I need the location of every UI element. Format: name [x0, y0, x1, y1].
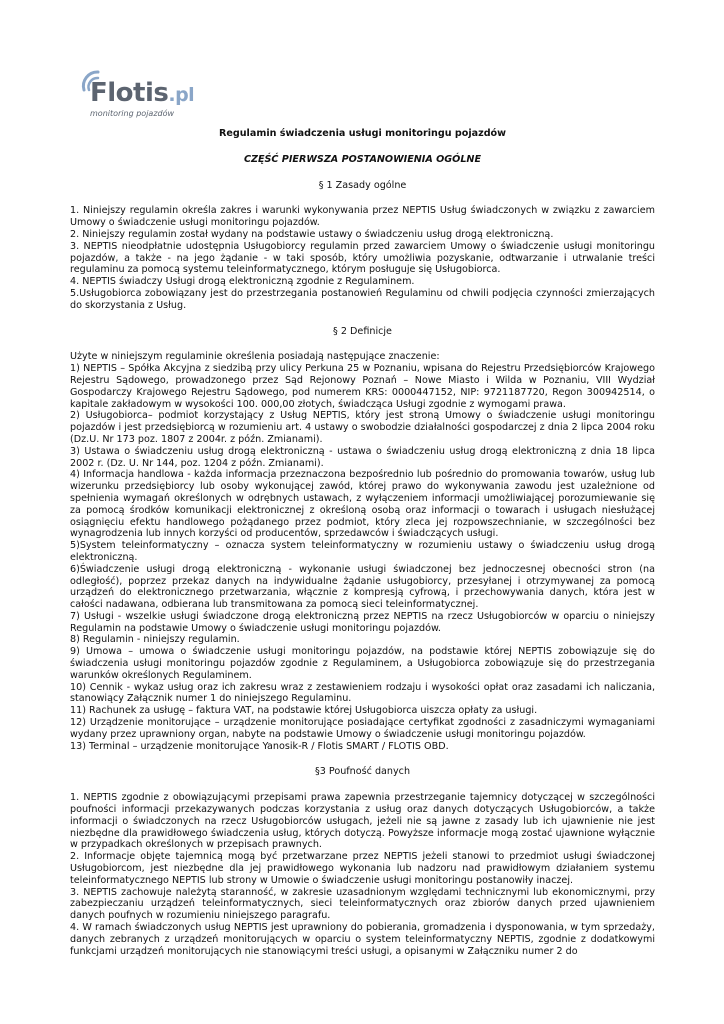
definition-item: 5)System teleinformatyczny – oznacza system teleinformatyczny w rozumieniu ustawy o świadczeniu usług drogą elektroniczną. [70, 540, 655, 563]
part-title: CZĘŚĆ PIERWSZA POSTANOWIENIA OGÓLNE [243, 153, 482, 165]
definition-item: 3) Ustawa o świadczeniu usług drogą elektroniczną - ustawa o świadczeniu usług drogą elektroniczną z dnia 18 lipca 2002 r. (Dz. U. Nr 144, poz. 1204 z późn. Zmianami). [70, 445, 655, 469]
section-1-paragraph: 2. Niniejszy regulamin został wydany na podstawie ustawy o świadczeniu usług drogą elektroniczną. [70, 228, 554, 240]
section-1-paragraph: 5.Usługobiorca zobowiązany jest do przestrzegania postanowień Regulaminu od chwili podjęcia czynności zmierzających do skorzystania z Usług. [70, 287, 655, 311]
definition-item: 13) Terminal – urządzenie monitorujące Yanosik-R / Flotis SMART / FLOTIS OBD. [70, 740, 449, 752]
logo-tagline: monitoring pojazdów [90, 109, 175, 118]
definition-item: 10) Cennik - wykaz usług oraz ich zakresu wraz z zestawieniem rodzaju i wysokości opłat oraz zasadami ich naliczania, stanowiący Załącznik numer 1 do niniejszego Regulaminu. [70, 681, 655, 705]
definition-item: 11) Rachunek za usługę – faktura VAT, na podstawie której Usługobiorca uiszcza opłaty za usługi. [70, 705, 538, 717]
document-title: Regulamin świadczenia usługi monitoringu pojazdów [218, 128, 507, 139]
logo-tld: .pl [168, 84, 195, 106]
section-3-paragraph: 1. NEPTIS zgodnie z obowiązującymi przepisami prawa zapewnia przestrzeganie tajemnicy dotyczącej w szczególności poufności informacji przekazywanych podczas korzystania z usług oraz danych dotyczących Usługobiorców, a także informacji o świadczonych na rzecz Usługobiorców usługach, jeżeli nie są jawne z zasady lub ich ujawnienie nie jest niezbędne dla prawidłowego świadczenia usług, których dotyczą. Powyższe informacje mogą zostać ujawnione wyłącznie w przypadkach określonych w przepisach prawnych. [70, 792, 655, 851]
definition-item: 6)Świadczenie usługi drogą elektroniczną - wykonanie usługi świadczonej bez jednoczesnej obecności stron (na odległość), poprzez przekaz danych na indywidualne żądanie usługobiorcy, przesyłanej i otrzymywanej za pomocą urządzeń do elektronicznego przetwarzania, włącznie z kompresją cyfrową, i przechowywania danych, która jest w całości nadawana, odbierana lub transmitowana za pomocą sieci teleinformatycznej. [70, 563, 655, 611]
section-2-intro: Użyte w niniejszym regulaminie określenia posiadają następujące znaczenie: [70, 351, 440, 363]
section-1-paragraph: 4. NEPTIS świadczy Usługi drogą elektroniczną zgodnie z Regulaminem. [70, 276, 415, 288]
section-3-paragraph: 2. Informacje objęte tajemnicą mogą być przetwarzane przez NEPTIS jeżeli stanowi to przedmiot usługi świadczonej Usługobiorcom, jest niezbędne dla jej prawidłowego wykonania lub nadzoru nad prawidłowym działaniem systemu teleinformatycznego NEPTIS lub strony w Umowie o świadczenie usługi monitoringu postanowiły inaczej. [70, 851, 655, 886]
document-body [70, 128, 655, 957]
definition-item: 2) Usługobiorca– podmiot korzystający z Usług NEPTIS, który jest stroną Umowy o świadczenie usługi monitoringu pojazdów i jest przedsiębiorcą w rozumieniu art. 4 ustawy o swobodzie działalności gospodarczej z dnia 2 lipca 2004 roku (Dz.U. Nr 173 poz. 1807 z 2004r. z późn. Zmianami). [70, 410, 655, 445]
logo-wordmark [90, 78, 194, 108]
definition-item: 7) Usługi - wszelkie usługi świadczone drogą elektroniczną przez NEPTIS na rzecz Usługobiorców w oparciu o niniejszy Regulamin na podstawie Umowy o świadczenie usługi monitoringu pojazdów. [70, 610, 655, 634]
section-3-paragraph: 3. NEPTIS zachowuje należytą staranność, w zakresie uzasadnionym względami technicznymi lub ekonomicznymi, przy zabezpieczaniu urządzeń teleinformatycznych, sieci teleinformatycznych oraz zbiorów danych przed ujawnieniem danych poufnych w rozumieniu niniejszego paragrafu. [70, 886, 655, 922]
section-1-paragraph: 3. NEPTIS nieodpłatnie udostępnia Usługobiorcy regulamin przed zawarciem Umowy o świadczenie usługi monitoringu pojazdów, a także - na jego żądanie - w taki sposób, który umożliwia pozyskanie, odtwarzanie i utrwalanie treści regulaminu za pomocą systemu teleinformatycznego, którym posługuje się Usługobiorca. [70, 240, 655, 276]
section-1-heading: § 1 Zasady ogólne [318, 179, 407, 191]
section-1-paragraph: 1. Niniejszy regulamin określa zakres i warunki wykonywania przez NEPTIS Usług świadczonych w związku z zawarciem Umowy o świadczenie usługi monitoringu pojazdów. [70, 205, 655, 229]
definition-item: 9) Umowa – umowa o świadczenie usługi monitoringu pojazdów, na podstawie której NEPTIS zobowiązuje się do świadczenia usługi monitoringu pojazdów zgodnie z Regulaminem, a Usługobiorca zobowiązuje się do przestrzegania warunków określonych Regulaminem. [70, 646, 655, 681]
definition-item: 4) Informacja handlowa - każda informacja przeznaczona bezpośrednio lub pośrednio do promowania towarów, usług lub wizerunku przedsiębiorcy lub osoby wykonującej zawód, której prawo do wykonywania zawodu jest uzależnione od spełnienia wymagań określonych w odrębnych ustawach, z wyłączeniem informacji umożliwiającej porozumiewanie się za pomocą środków komunikacji elektronicznej z określoną osobą oraz informacji o towarach i usługach niesłużącej osiągnięciu efektu handlowego pożądanego przez podmiot, który zleca jej rozpowszechnianie, w szczególności bez wynagrodzenia lub innych korzyści od producentów, sprzedawców i świadczących usługi. [70, 469, 655, 540]
section-3-paragraph: 4. W ramach świadczonych usług NEPTIS jest uprawniony do pobierania, gromadzenia i dysponowania, w tym sprzedaży, danych zebranych z urządzeń monitorujących w oparciu o system teleinformatyczny NEPTIS, zgodnie z dodatkowymi funkcjami urządzeń monitorujących nie stanowiącymi treści usługi, a opisanymi w Załączniku numer 2 do [70, 922, 655, 957]
company-logo [80, 66, 210, 118]
definition-item: 8) Regulamin - niniejszy regulamin. [70, 634, 240, 646]
definition-item: 12) Urządzenie monitorujące – urządzenie monitorujące posiadające certyfikat zgodności z zasadniczymi wymaganiami wydany przez uprawniony organ, nabyte na podstawie Umowy o świadczenie usługi monitoringu pojazdów. [70, 717, 655, 740]
definition-item: 1) NEPTIS – Spółka Akcyjna z siedzibą przy ulicy Perkuna 25 w Poznaniu, wpisana do Rejestru Przedsiębiorców Krajowego Rejestru Sądowego, prowadzonego przez Sąd Rejonowy Poznań – Nowe Miasto i Wilda w Poznaniu, VIII Wydział Gospodarczy Krajowego Rejestru Sądowego, pod numerem KRS: 0000447152, NIP: 9721187720, Regon 300942514, o kapitale zakładowym w wysokości 100. 000,00 złotych, świadcząca Usługi zgodnie z wymogami prawa. [70, 363, 655, 410]
section-2-heading: § 2 Definicje [333, 325, 392, 337]
logo-name: Flotis [90, 78, 169, 108]
section-3-heading: §3 Poufność danych [314, 766, 411, 778]
